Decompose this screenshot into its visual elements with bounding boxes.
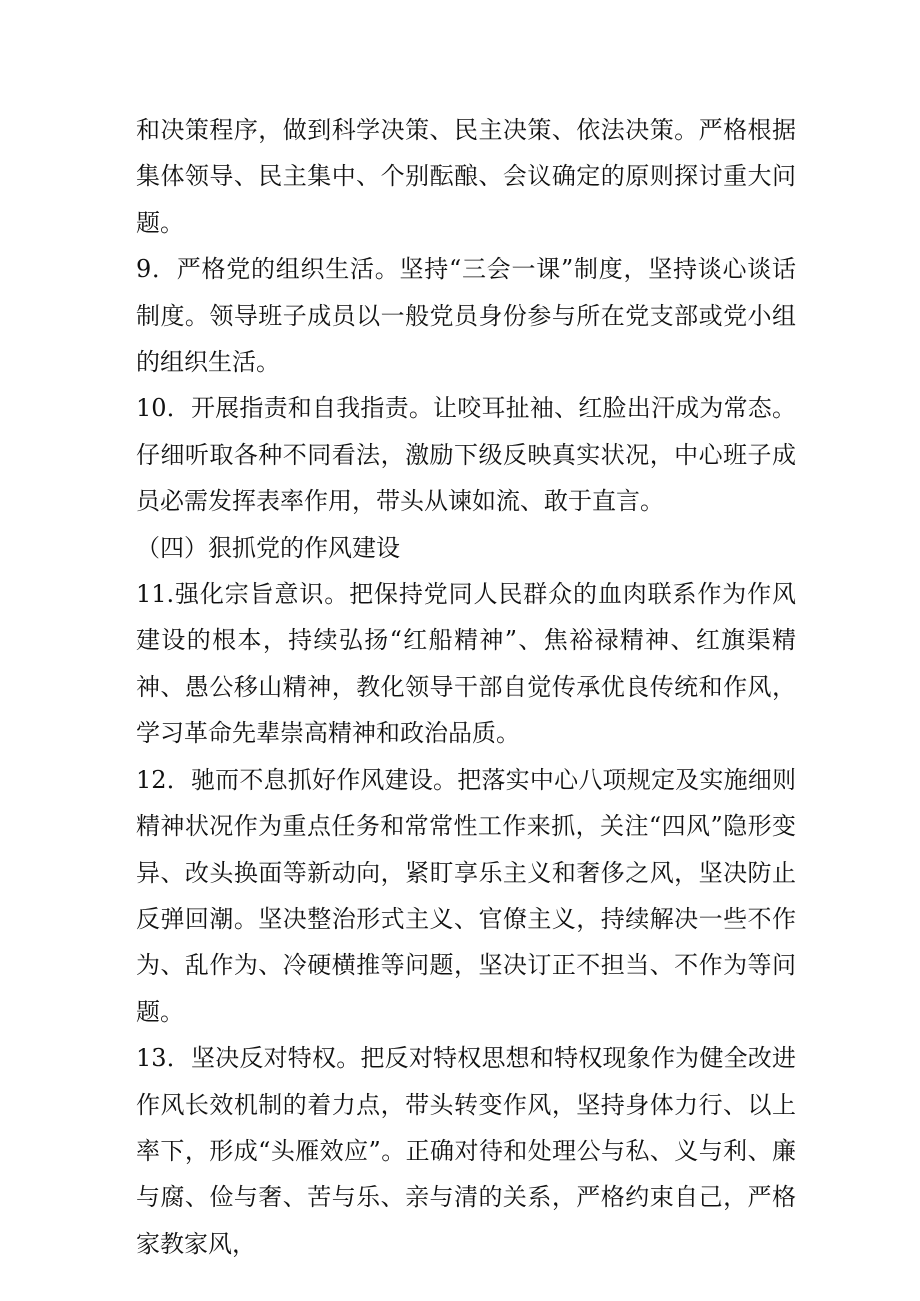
paragraph-item-9: 9．严格党的组织生活。坚持“三会一课”制度，坚持谈心谈话制度。领导班子成员以一般党员身份参与所在党支部或党小组的组织生活。: [136, 255, 796, 377]
section-heading-4: （四）狠抓党的作风建设: [136, 533, 400, 562]
document-body: [136, 107, 796, 1267]
paragraph-item-13: 13．坚决反对特权。把反对特权思想和特权现象作为健全改进作风长效机制的着力点，带头转变作风，坚持身体力行、以上率下，形成“头雁效应”。正确对待和处理公与私、义与利、廉与腐、俭与奢、苦与乐、亲与清的关系，严格约束自己，严格家教家风，: [136, 1044, 796, 1258]
paragraph-item-11: 11.强化宗旨意识。把保持党同人民群众的血肉联系作为作风建设的根本，持续弘扬“红船精神”、焦裕禄精神、红旗渠精神、愚公移山精神，教化领导干部自觉传承优良传统和作风，学习革命先辈崇高精神和政治品质。: [136, 580, 796, 748]
paragraph-item-12: 12．驰而不息抓好作风建设。把落实中心八项规定及实施细则精神状况作为重点任务和常常性工作来抓，关注“四风”隐形变异、改头换面等新动向，紧盯享乐主义和奢侈之风，坚决防止反弹回潮。坚决整治形式主义、官僚主义，持续解决一些不作为、乱作为、冷硬横推等问题，坚决订正不担当、不作为等问题。: [136, 765, 796, 1026]
paragraph-item-10: 10．开展指责和自我指责。让咬耳扯袖、红脸出汗成为常态。仔细听取各种不同看法，激励下级反映真实状况，中心班子成员必需发挥表率作用，带头从谏如流、敢于直言。: [136, 394, 796, 516]
paragraph-continuation-8: 和决策程序，做到科学决策、民主决策、依法决策。严格根据集体领导、民主集中、个别酝酿、会议确定的原则探讨重大问题。: [136, 116, 796, 237]
